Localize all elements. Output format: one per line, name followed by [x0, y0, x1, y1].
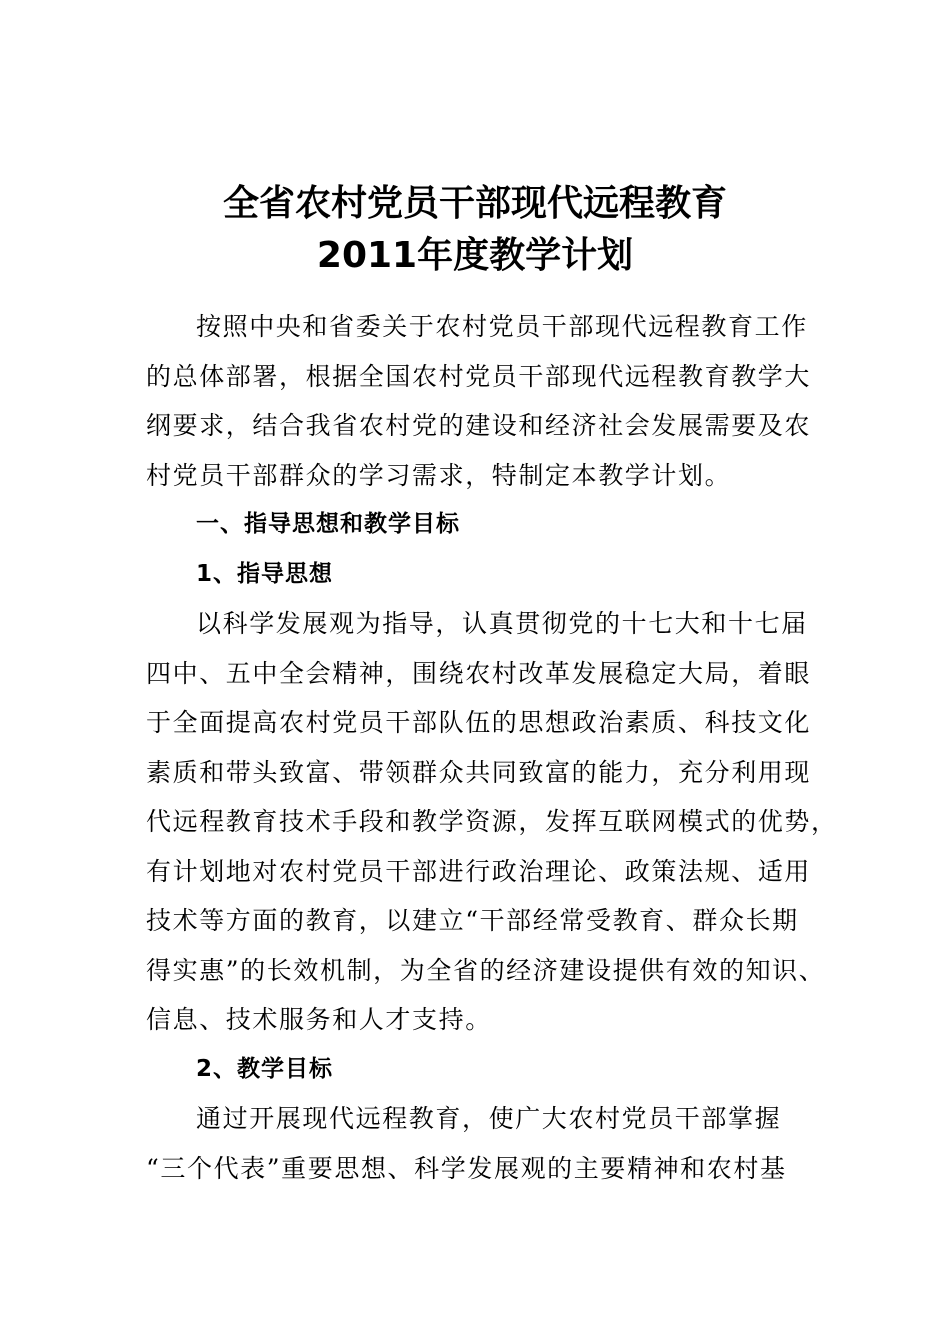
- document-title-line-1: 全省农村党员干部现代远程教育: [222, 183, 727, 224]
- guiding-thought-line: 于全面提高农村党员干部队伍的思想政治素质、科技文化: [146, 708, 812, 737]
- guiding-thought-line: 代远程教育技术手段和教学资源，发挥互联网模式的优势，: [146, 807, 838, 836]
- guiding-thought-line: 信息、技术服务和人才支持。: [146, 1005, 492, 1034]
- section-heading: 一、指导思想和教学目标: [196, 511, 460, 537]
- guiding-thought-line: 以科学发展观为指导，认真贯彻党的十七大和十七届: [196, 609, 808, 638]
- subsection-heading: 1、指导思想: [196, 560, 334, 587]
- intro-paragraph-line: 纲要求，结合我省农村党的建设和经济社会发展需要及农: [146, 411, 812, 440]
- teaching-goal-line: 通过开展现代远程教育，使广大农村党员干部掌握: [196, 1104, 782, 1133]
- guiding-thought-line: 有计划地对农村党员干部进行政治理论、政策法规、适用: [146, 856, 812, 886]
- guiding-thought-line: 得实惠”的长效机制，为全省的经济建设提供有效的知识、: [146, 955, 826, 985]
- subsection-heading: 2、教学目标: [196, 1055, 334, 1082]
- teaching-goal-line: “三个代表”重要思想、科学发展观的主要精神和农村基: [146, 1153, 787, 1183]
- intro-paragraph-line: 村党员干部群众的学习需求，特制定本教学计划。: [146, 460, 732, 490]
- document-title-line-2: 2011年度教学计划: [316, 235, 634, 276]
- intro-paragraph-line: 按照中央和省委关于农村党员干部现代远程教育工作: [196, 312, 808, 341]
- guiding-thought-line: 素质和带头致富、带领群众共同致富的能力，充分利用现: [146, 757, 812, 787]
- intro-paragraph-line: 的总体部署，根据全国农村党员干部现代远程教育教学大: [146, 361, 812, 391]
- guiding-thought-line: 四中、五中全会精神，围绕农村改革发展稳定大局，着眼: [146, 658, 812, 688]
- document-body: [146, 302, 838, 1193]
- guiding-thought-line: 技术等方面的教育，以建立“干部经常受教育、群众长期: [146, 906, 799, 935]
